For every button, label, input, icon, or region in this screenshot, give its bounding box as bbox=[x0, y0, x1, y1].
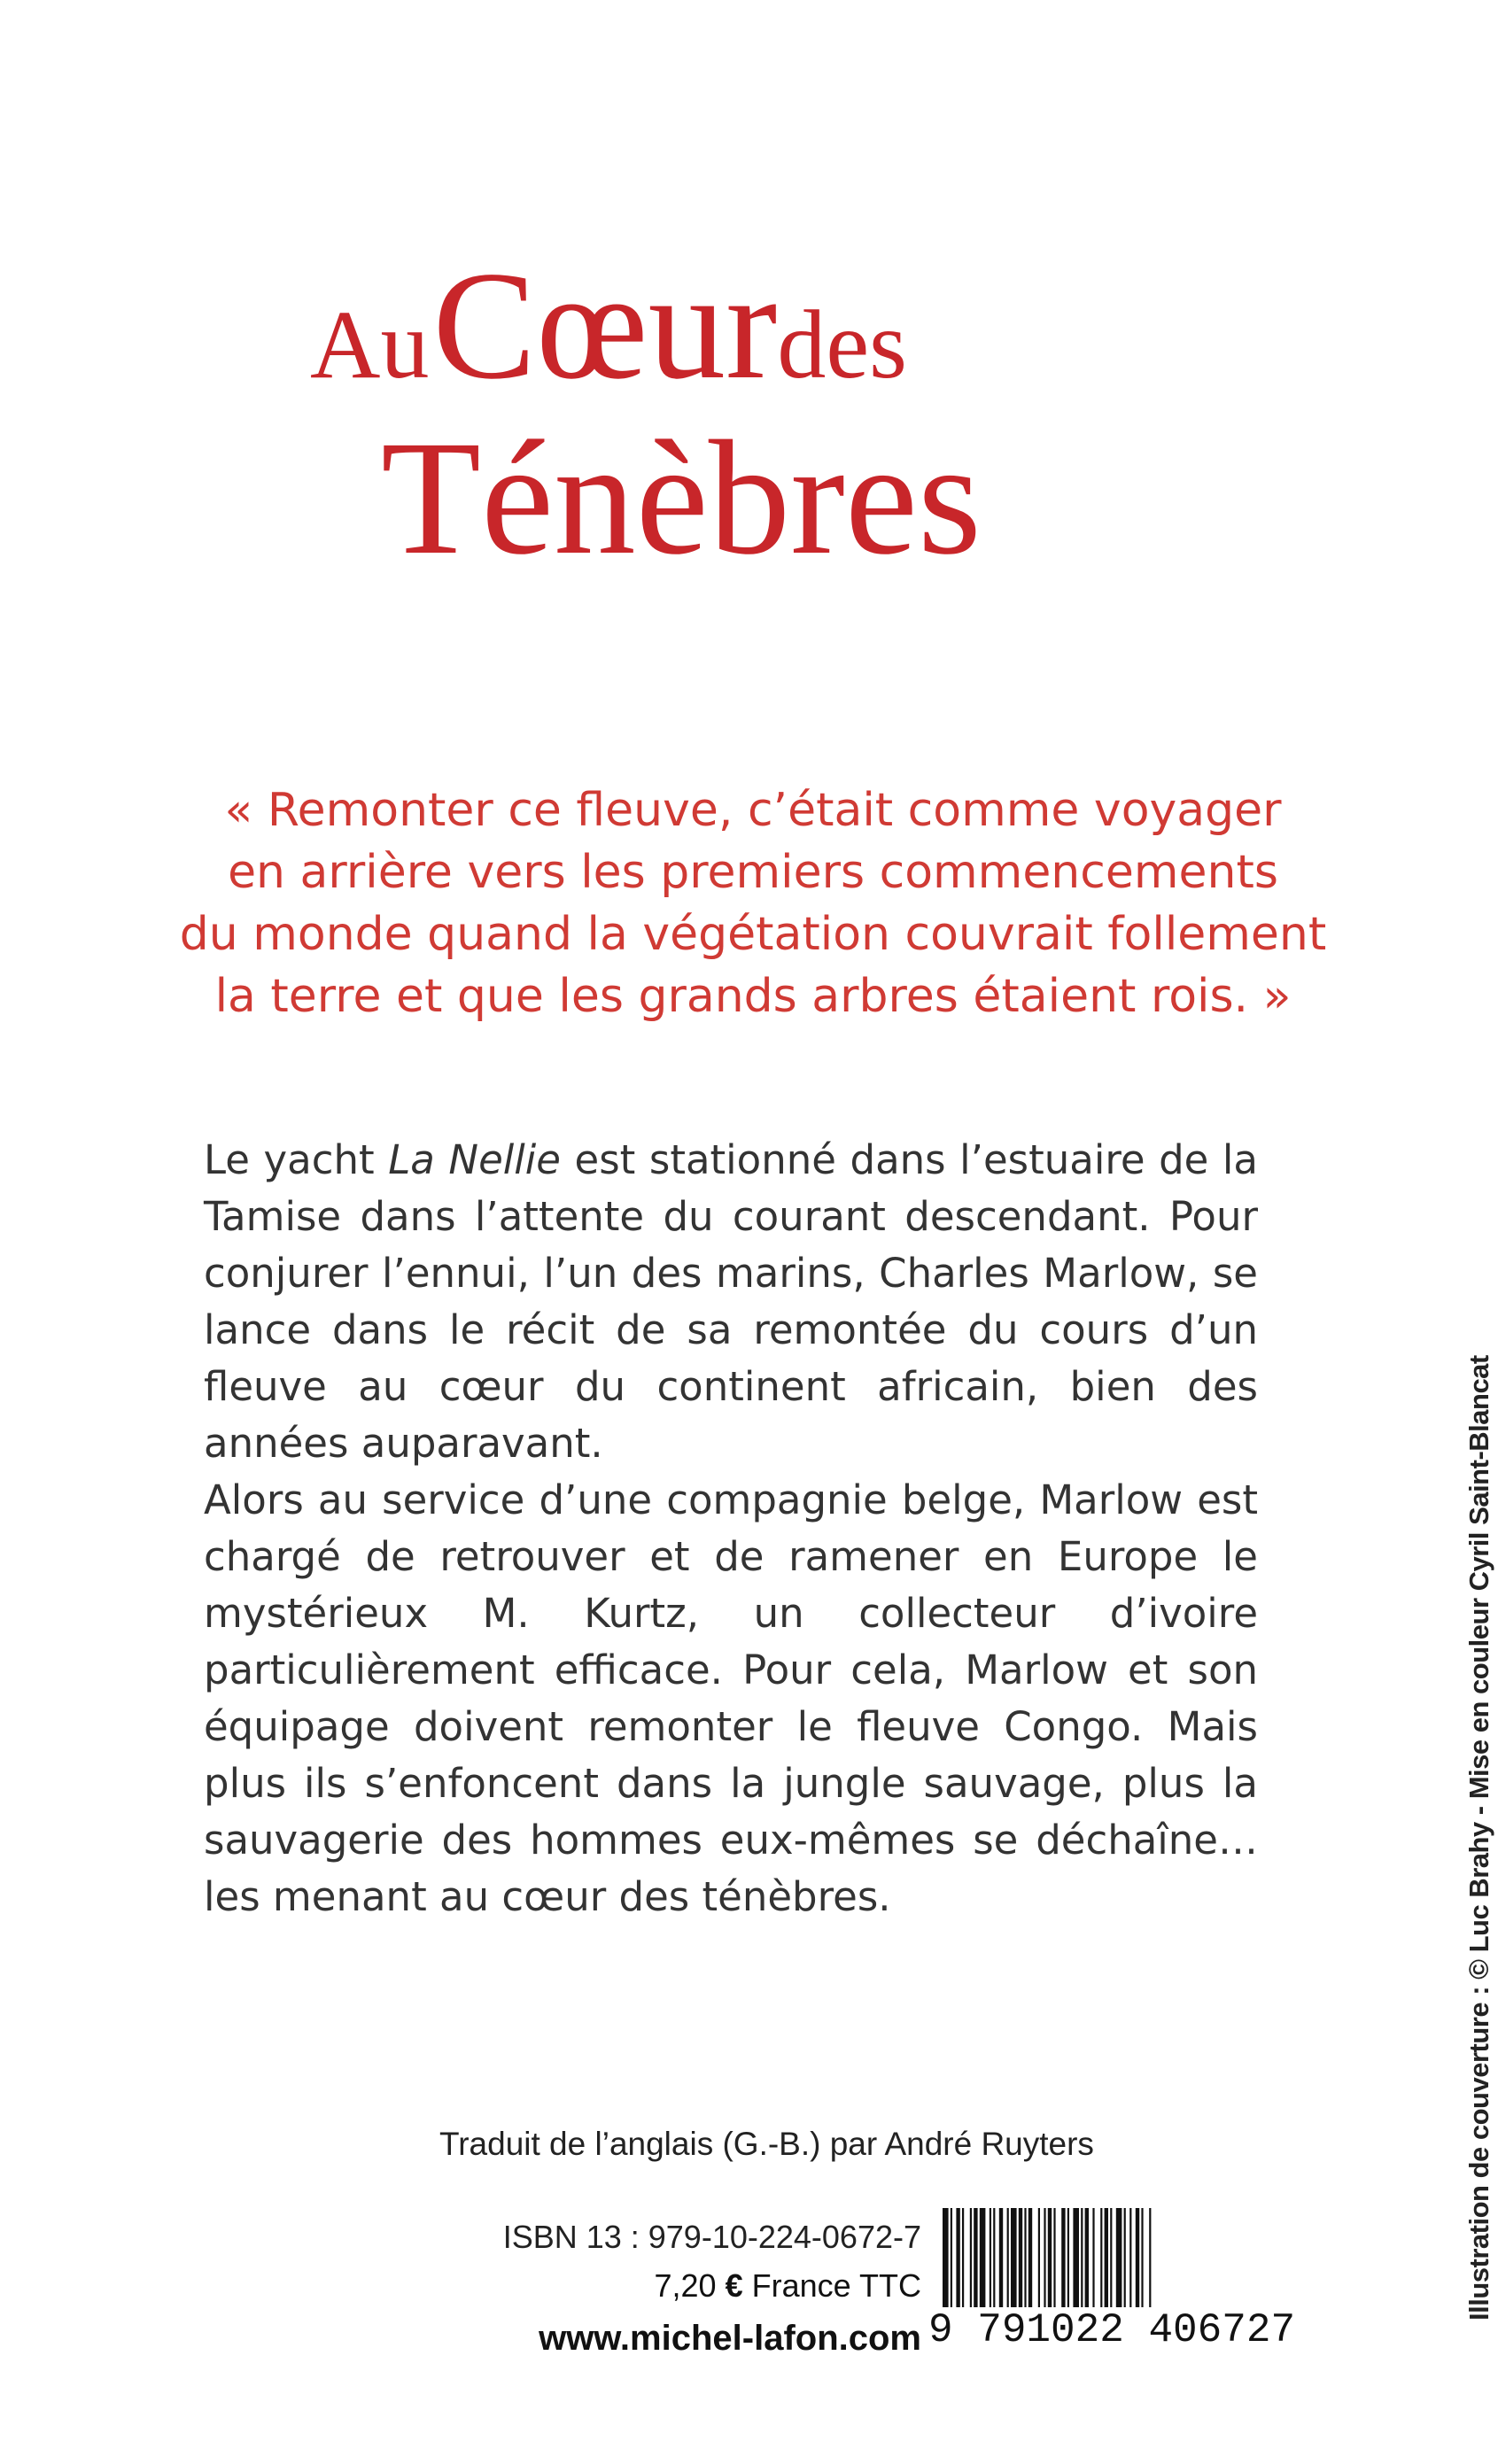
quote-line: la terre et que les grands arbres étaient rois. » bbox=[214, 970, 1292, 1023]
synopsis-paragraph-2: Alors au service d’une compagnie belge, Marlow est chargé de retrouver et de ramener en Europe le mystérieux M. Kurtz, un collecteur d’ivoire particulièrement efficace. Pour cela, Marlow et son équipage doivent remonter le fleuve Congo. Mais plus ils s’enfoncent dans la jungle sauvage, plus la sauvagerie des hommes eux-mêmes se déchaîne… les menant au cœur des ténèbres. bbox=[204, 1476, 1258, 1920]
title-line-1 bbox=[310, 239, 907, 411]
illustration-credit: Illustration de couverture : © Luc Brahy - Mise en couleur Cyril Saint-Blancat bbox=[1463, 1355, 1494, 2321]
price-suffix: France TTC bbox=[742, 2267, 921, 2304]
synopsis-text: est stationné dans l’estuaire de la Tamise dans l’attente du courant descendant. Pour conjurer l’ennui, l’un des marins, Charles Marlow, se lance dans le récit de sa remontée du cours d’un fleuve au cœur du continent africain, bien des années auparavant. bbox=[204, 1136, 1259, 1467]
isbn: ISBN 13 : 979-10-224-0672-7 bbox=[502, 2219, 921, 2255]
quote-line: en arrière vers les premiers commencements bbox=[228, 846, 1278, 899]
ship-name: La Nellie bbox=[388, 1136, 561, 1183]
synopsis-paragraph-1 bbox=[204, 1132, 1258, 1472]
price-value: 7,20 bbox=[654, 2267, 726, 2304]
title-word-des: des bbox=[777, 291, 907, 399]
title-word-au: Au bbox=[310, 291, 430, 399]
synopsis bbox=[204, 1132, 1258, 1925]
pull-quote bbox=[177, 779, 1329, 1027]
title-word-coeur: Cœur bbox=[432, 239, 778, 411]
quote-line: « Remonter ce fleuve, c’était comme voyager bbox=[224, 784, 1282, 837]
currency-symbol: € bbox=[725, 2267, 743, 2304]
quote-line: du monde quand la végétation couvrait follement bbox=[179, 908, 1327, 961]
title-line-2: Ténèbres bbox=[381, 407, 982, 589]
translator-credit: Traduit de l’anglais (G.-B.) par André Ruyters bbox=[439, 2126, 1094, 2162]
price bbox=[496, 2267, 921, 2305]
barcode-number: 9 791022 406727 bbox=[928, 2307, 1296, 2353]
synopsis-text: Le yacht bbox=[204, 1136, 389, 1183]
publisher-website: www.michel-lafon.com bbox=[539, 2319, 921, 2358]
